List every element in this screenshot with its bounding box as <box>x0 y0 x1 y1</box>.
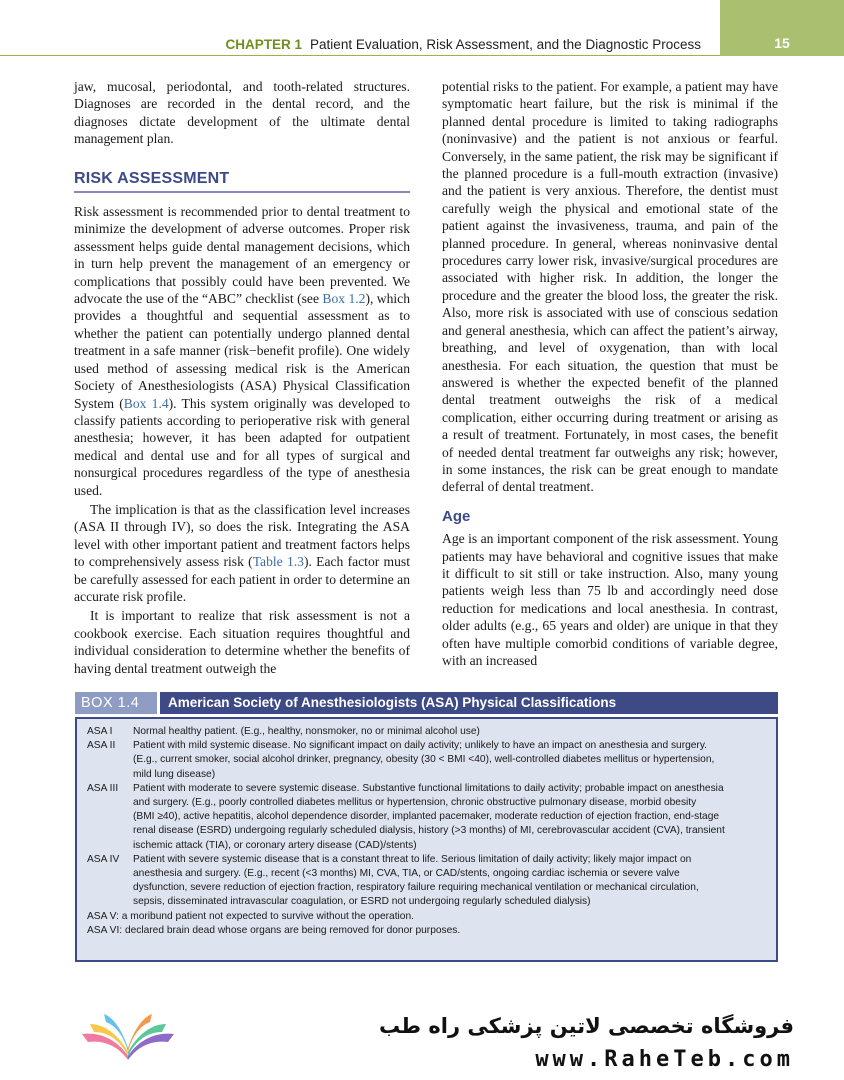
classification-row <box>87 924 766 938</box>
classification-description: ASA VI: declared brain dead whose organs are being removed for donor purposes. <box>87 924 461 936</box>
classification-code: ASA III <box>87 782 119 794</box>
page-number-tab <box>720 0 844 56</box>
classification-description: Patient with mild systemic disease. No significant impact on daily activity; unlikely to have an impact on anesthesia and surgery. <box>133 740 707 752</box>
subsection-heading: Age <box>442 507 471 525</box>
classification-code <box>87 810 133 824</box>
classification-code <box>87 824 133 838</box>
classification-description: anesthesia and surgery. (E.g., recent (<3 months) MI, CVA, TIA, or CAD/stents, ongoing cardiac ischemia or severe valve <box>133 868 680 880</box>
table-1-3-link[interactable]: Table 1.3 <box>252 554 304 570</box>
box-1-2-link[interactable]: Box 1.2 <box>322 291 366 307</box>
classification-code <box>87 895 133 909</box>
classification-row <box>87 881 766 895</box>
classification-row <box>87 796 766 810</box>
classification-code <box>87 867 133 881</box>
paragraph: Risk assessment is recommended prior to dental treatment to minimize the development of adverse outcomes. Proper risk assessment helps guide dental management decisions, which in turn help prevent the management of an emergency or complications that possibly could have been prevented. We advocate the use of the “ABC” checklist (see Box 1.2), which provides a thoughtful and sequential assessment as to whether the patient can potentially undergo planned dental treatment in a safe manner (risk−benefit profile). One widely used method of assessing medical risk is the American Society of Anesthesiologists (ASA) Physical Classification System (Box 1.4). This system originally was developed to classify patients according to perioperative risk with general anesthesia; however, it has been adapted for outpatient medical and dental use and for all types of surgical and nonsurgical procedures regardless of the type of anesthesia used. <box>74 204 410 498</box>
page-number: 15 <box>774 35 790 51</box>
classification-code <box>87 768 133 782</box>
classification-description: (E.g., current smoker, social alcohol drinker, pregnancy, obesity (30 < BMI <40), well-controlled diabetes mellitus or hypertension, <box>133 754 715 766</box>
classification-description: mild lung disease) <box>133 768 216 780</box>
classification-row <box>87 753 766 767</box>
classification-description: renal disease (ESRD) undergoing regularly scheduled dialysis, history (>3 months) of MI, cerebrovascular accident (CVA), transient <box>133 825 725 837</box>
classification-description: ASA V: a moribund patient not expected to survive without the operation. <box>87 910 414 922</box>
paragraph: jaw, mucosal, periodontal, and tooth-related structures. Diagnoses are recorded in the dental record, and the diagnoses dictate development of the ultimate dental management plan. <box>74 79 410 147</box>
classification-row <box>87 895 766 909</box>
classification-code: ASA IV <box>87 853 120 865</box>
classification-description: Normal healthy patient. (E.g., healthy, nonsmoker, no or minimal alcohol use) <box>133 726 480 737</box>
classification-row <box>87 725 766 739</box>
classification-row <box>87 782 766 796</box>
classification-description: Patient with moderate to severe systemic disease. Substantive functional limitations to daily activity; probable impact on anesthesia <box>133 782 724 794</box>
classification-description: Patient with severe systemic disease that is a constant threat to life. Serious limitation of daily activity; likely major impact on <box>133 853 692 865</box>
section-heading: RISK ASSESSMENT <box>74 170 410 193</box>
box-title-bar <box>75 692 778 714</box>
classification-code: ASA II <box>87 740 116 752</box>
right-column <box>442 78 778 669</box>
classification-description: ischemic attack (TIA), or coronary artery disease (CAD)/stents) <box>133 839 417 851</box>
chapter-label: CHAPTER 1 <box>225 37 303 52</box>
paragraph: Age is an important component of the risk assessment. Young patients may have behavioral and cognitive issues that make it difficult to sit still or take instruction. Also, many young patients weigh less than 75 lb and accordingly need dose reduction for medications and local anesthesia. In contrast, older adults (e.g., 65 years and older) are unique in that they often have multiple comorbid conditions of variable degree, with an increased <box>442 531 778 668</box>
paragraph: The implication is that as the classification level increases (ASA II through IV), so does the risk. Integrating the ASA level with other important patient and treatment factors helps to comprehensively assess risk (Table 1.3). Each factor must be carefully assessed for each patient in order to determine an accurate risk profile. <box>74 501 410 604</box>
classification-description: dysfunction, severe reduction of ejection fraction, respiratory failure requiring mechanical ventilation or mechanical circulation, <box>133 882 699 894</box>
classification-description: and surgery. (E.g., poorly controlled diabetes mellitus or hypertension, chronic obstructive pulmonary disease, morbid obesity <box>133 797 697 809</box>
classification-code <box>87 839 133 853</box>
store-name-persian: فروشگاه تخصصی لاتین پزشکی راه طب <box>379 1014 794 1038</box>
chapter-title: Patient Evaluation, Risk Assessment, and the Diagnostic Process <box>310 37 701 52</box>
paragraph: It is important to realize that risk assessment is not a cookbook exercise. Each situation requires thoughtful and individual consideration to determine whether the benefits of having dental treatment outweigh the <box>74 608 410 676</box>
classification-row <box>87 867 766 881</box>
classification-row <box>87 839 766 853</box>
classification-row <box>87 910 766 924</box>
box-1-4-link[interactable]: Box 1.4 <box>123 395 169 411</box>
classification-code <box>87 881 133 895</box>
paragraph: potential risks to the patient. For example, a patient may have symptomatic heart failure, but the risk is minimal if the planned dental procedure is limited to taking radiographs (noninvasive) and the patient is not anxious or fearful. Conversely, in the same patient, the risk may be significant if the planned procedure is a full-mouth extraction (invasive) and the patient is very anxious. Therefore, the dentist must carefully weigh the physical and emotional state of the patient against the invasiveness, trauma, and pain of the planned procedure. In general, whereas noninvasive dental procedures carry lower risk, invasive/surgical procedures are associated with higher risk. In addition, the longer the procedure and the greater the blood loss, the greater the risk. Also, more risk is associated with use of conscious sedation and general anesthesia, which can affect the patient’s airway, breathing, and level of oxygenation, than with local anesthesia. For each situation, the question that must be answered is whether the expected benefit of the planned dental treatment outweighs the risk of a medical complication, either occurring during treatment or arising as a result of treatment. Fortunately, in most cases, the benefit of needed dental treatment far outweighs any risk; however, in some instances, the risk can be great enough to mandate deferral of dental treatment. <box>442 79 778 495</box>
box-title: American Society of Anesthesiologists (ASA) Physical Classifications <box>160 692 778 714</box>
classification-row <box>87 853 766 867</box>
box-body <box>75 717 778 962</box>
classification-code <box>87 796 133 810</box>
classification-row <box>87 739 766 753</box>
classification-code <box>87 753 133 767</box>
classification-row <box>87 824 766 838</box>
left-column <box>74 78 410 677</box>
classification-row <box>87 768 766 782</box>
store-url[interactable]: www.RaheTeb.com <box>535 1047 794 1072</box>
classification-code: ASA I <box>87 726 113 737</box>
running-header <box>226 37 701 52</box>
classification-description: sepsis, disseminated intravascular coagulation, or ESRD not undergoing regularly scheduled dialysis) <box>133 896 591 908</box>
box-label: BOX 1.4 <box>75 692 157 714</box>
asa-classification-box <box>75 692 778 968</box>
classification-row <box>87 810 766 824</box>
classification-description: (BMI ≥40), active hepatitis, alcohol dependence disorder, implanted pacemaker, moderate reduction of ejection fraction, end-stage <box>133 811 720 823</box>
book-logo-icon <box>78 1008 178 1070</box>
